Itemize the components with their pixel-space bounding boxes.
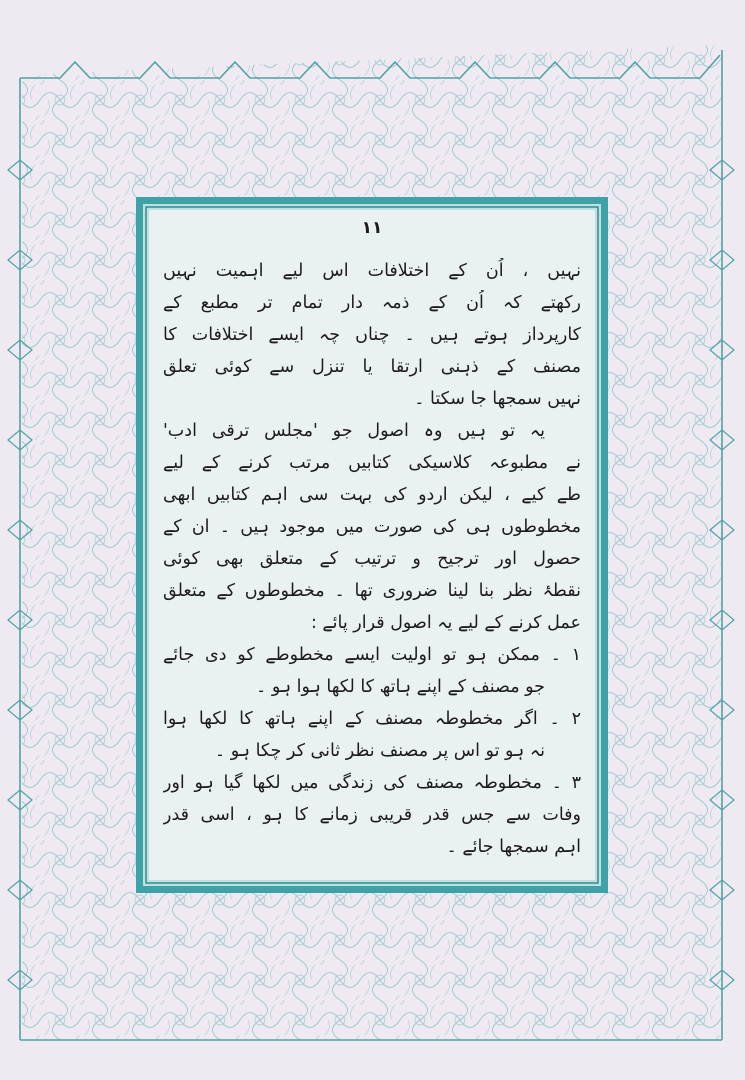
text-line: یہ تو ہیں وہ اصول جو 'مجلس ترقی ادب': [163, 421, 545, 441]
text-panel: [149, 210, 595, 880]
text-line: طے کیے ، لیکن اردو کی بہت سی اہم کتابیں ابھی: [163, 485, 581, 505]
urdu-text-block: [163, 210, 581, 880]
text-line: نہیں ، اُن کے اختلافات اس لیے اہمیت نہیں: [163, 261, 581, 281]
text-line: نہ ہو تو اس پر مصنف نظر ثانی کر چکا ہو ۔: [214, 741, 545, 761]
text-line: مصنف کے ذہنی ارتقا یا تنزل سے کوئی تعلق: [163, 357, 581, 377]
text-line: وفات سے جس قدر قریبی زمانے کا ہو ، اسی قدر: [163, 805, 581, 825]
text-line: عمل کرنے کے لیے یہ اصول قرار پائے :: [310, 613, 581, 633]
page-number: ۱۱: [361, 218, 383, 238]
text-line: اہم سمجھا جائے ۔: [446, 837, 581, 857]
text-line: رکھتے کہ اُن کے ذمہ دار تمام تر مطبع کے: [163, 293, 581, 313]
list-item-2: ۲ ۔ اگر مخطوطہ مصنف کے اپنے ہاتھ کا لکھا ہوا: [163, 709, 581, 729]
text-line: کارپرداز ہوتے ہیں ۔ چناں چہ ایسے اختلافات کا: [163, 325, 581, 345]
text-line: جو مصنف کے اپنے ہاتھ کا لکھا ہوا ہو ۔: [256, 677, 545, 697]
text-line: حصول اور ترجیح و ترتیب کے متعلق بھی کوئی: [163, 549, 581, 569]
text-line: نقطۂ نظر بنا لینا ضروری تھا ۔ مخطوطوں کے متعلق: [163, 581, 581, 601]
text-line: مخطوطوں ہی کی صورت میں موجود ہیں ۔ ان کے: [163, 517, 581, 537]
text-line: نہیں سمجھا جا سکتا ۔: [414, 389, 581, 409]
text-line: نے مطبوعہ کلاسیکی کتابیں مرتب کرنے کے لیے: [163, 453, 581, 473]
list-item-1: ۱ ۔ ممکن ہو تو اولیت ایسے مخطوطے کو دی جائے: [163, 645, 581, 665]
list-item-3: ۳ ۔ مخطوطہ مصنف کی زندگی میں لکھا گیا ہو اور: [163, 773, 581, 793]
